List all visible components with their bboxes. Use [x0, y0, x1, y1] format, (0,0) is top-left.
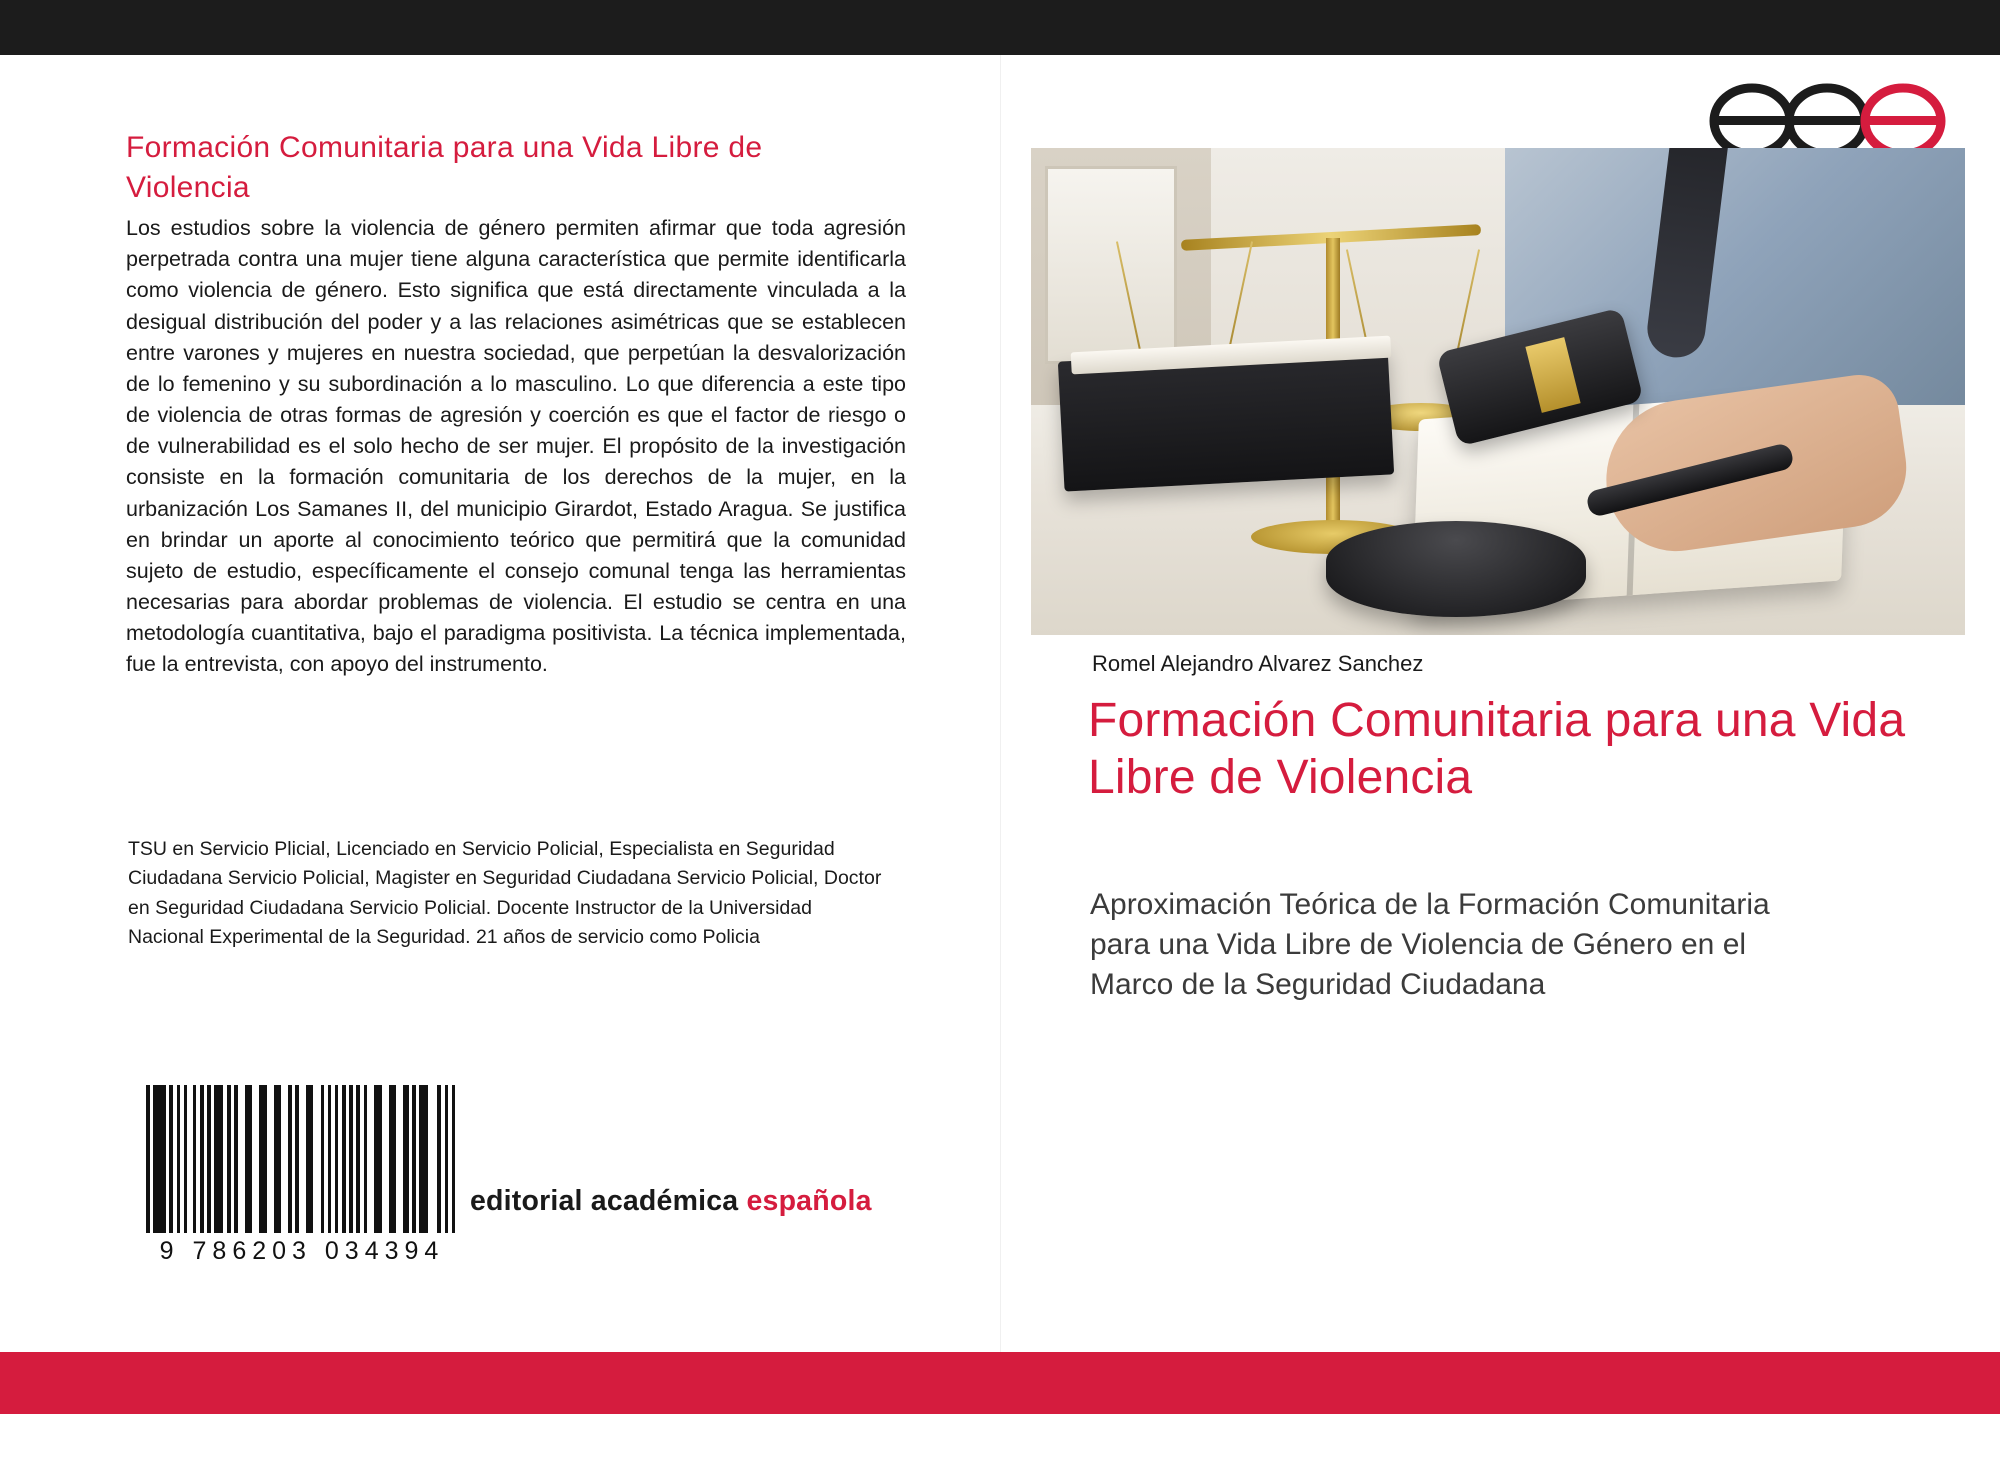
bottom-white-strip: [0, 1414, 2000, 1460]
barcode-bars: [146, 1085, 456, 1233]
back-cover: [0, 55, 1000, 1352]
publisher-wordmark-back: [470, 1185, 872, 1218]
publisher-wordmark-primary: editorial académica: [470, 1185, 747, 1217]
barcode: [146, 1085, 466, 1266]
front-cover: [1014, 55, 2000, 1352]
front-cover-title: Formación Comunitaria para una Vida Libre de Violencia: [1088, 694, 1906, 804]
author-biography: TSU en Servicio Plicial, Licenciado en Servicio Policial, Especialista en Seguridad Ciudadana Servicio Policial, Magister en Seguridad Ciudadana Servicio Policial, Doctor en Seguridad Ciudadana Servicio Policial. Docente Instructor de la Universidad Nacional Experimental de la Seguridad. 21 años de servicio como Policia: [128, 838, 882, 948]
front-cover-author: Romel Alejandro Alvarez Sanchez: [1092, 651, 1424, 676]
publisher-wordmark-accent: española: [746, 1185, 872, 1217]
bottom-red-bar: [0, 1352, 2000, 1414]
back-cover-abstract: Los estudios sobre la violencia de género permiten afirmar que toda agresión perpetrada contra una mujer tiene alguna característica que permite identificarla como violencia de género. Esto significa que está directamente vinculada a la desigual distribución del poder y a las relaciones asimétricas que se establecen entre varones y mujeres en nuestra sociedad, que perpetúan la desvalorización de lo femenino y su subordinación a lo masculino. Lo que diferencia a este tipo de violencia de otras formas de agresión y coerción es que el factor de riesgo o de vulnerabilidad es el solo hecho de ser mujer. El propósito de la investigación consiste en la formación comunitaria de los derechos de la mujer, en la urbanización Los Samanes II, del municipio Girardot, Estado Aragua. Se justifica en brindar un aporte al conocimiento teórico que permitirá que la comunidad sujeto de estudio, específicamente el consejo comunal tenga las herramientas necesarias para abordar problemas de violencia. El estudio se centra en una metodología cuantitativa, bajo el paradigma positivista. La técnica implementada, fue la entrevista, con apoyo del instrumento.: [126, 216, 906, 677]
cover-photo-justice-scales-gavel: [1031, 148, 1965, 635]
top-black-bar: [0, 0, 2000, 55]
back-cover-title: Formación Comunitaria para una Vida Libre de Violencia: [126, 131, 763, 204]
barcode-digits: 9 786203 034394: [159, 1237, 445, 1265]
front-cover-subtitle: Aproximación Teórica de la Formación Comunitaria para una Vida Libre de Violencia de Género en el Marco de la Seguridad Ciudadana: [1090, 888, 1770, 1001]
